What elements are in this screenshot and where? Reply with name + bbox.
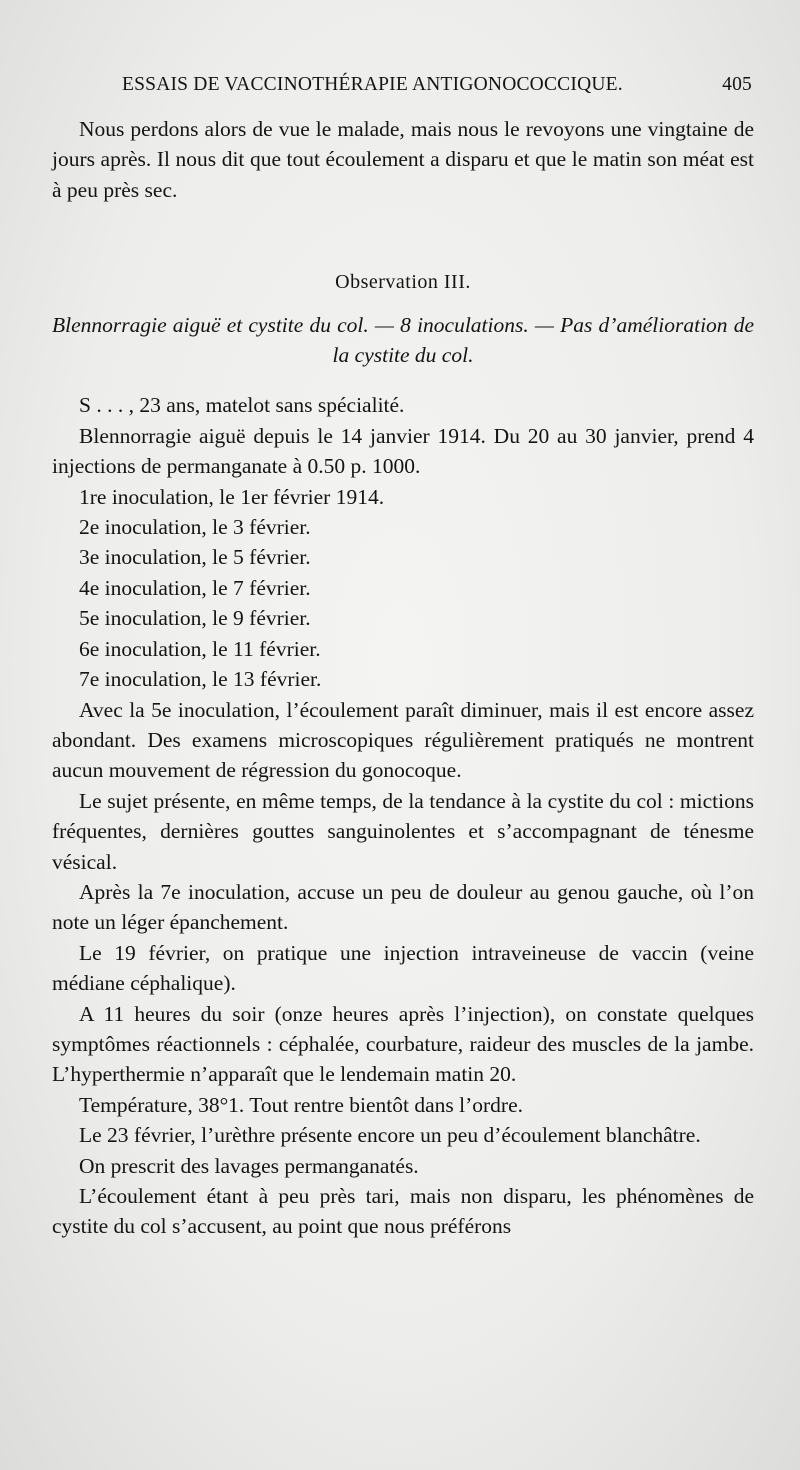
- paragraph: On prescrit des lavages permanganatés.: [79, 1153, 419, 1178]
- inoculation-item: 5e inoculation, le 9 février.: [79, 606, 311, 631]
- inoculation-list: [52, 482, 754, 695]
- inoculation-item: 3e inoculation, le 5 février.: [79, 545, 311, 570]
- paragraph: Nous perdons alors de vue le malade, mais nous le revoyons une vingtaine de jours après. Il nous dit que tout écoulement a disparu et que le matin son méat est à peu près sec.: [52, 117, 754, 202]
- running-title: ESSAIS DE VACCINOTHÉRAPIE ANTIGONOCOCCIQUE.: [122, 74, 623, 95]
- paragraph: Température, 38°1. Tout rentre bientôt dans l’ordre.: [79, 1092, 524, 1117]
- paragraph: A 11 heures du soir (onze heures après l’injection), on constate quelques symptômes réactionnels : céphalée, courbature, raideur des muscles de la jambe. L’hyperthermie n’apparaît que le lendemain matin 20.: [52, 1001, 754, 1087]
- observation-heading-text: Observation III.: [335, 271, 471, 294]
- paragraph: Avec la 5e inoculation, l’écoulement paraît diminuer, mais il est encore assez abondant. Des examens microscopiques régulièrement pratiqués ne montrent aucun mouvement de régression du gonocoque.: [52, 697, 754, 783]
- inoculation-item: 6e inoculation, le 11 février.: [79, 636, 321, 661]
- paragraph: Le sujet présente, en même temps, de la tendance à la cystite du col : mictions fréquentes, dernières gouttes sanguinolentes et s’accompagnant de ténesme vésical.: [52, 788, 754, 874]
- observation-heading: [52, 267, 754, 297]
- inoculation-item: 2e inoculation, le 3 février.: [79, 515, 311, 540]
- inoculation-item: 4e inoculation, le 7 février.: [79, 575, 311, 600]
- running-header: [122, 74, 752, 104]
- inoculation-item: 7e inoculation, le 13 février.: [79, 667, 322, 692]
- paragraph: Le 19 février, on pratique une injection intraveineuse de vaccin (veine médiane céphalique).: [52, 940, 754, 996]
- observation-subtitle: Blennorragie aiguë et cystite du col. — 8 inoculations. — Pas d’amélioration de la cystite du col.: [52, 312, 754, 368]
- paragraph: Après la 7e inoculation, accuse un peu de douleur au genou gauche, où l’on note un léger épanchement.: [52, 879, 754, 935]
- case-line: S . . . , 23 ans, matelot sans spécialité.: [79, 393, 405, 418]
- paragraph: Le 23 février, l’urèthre présente encore un peu d’écoulement blanchâtre.: [79, 1123, 701, 1148]
- paragraph: L’écoulement étant à peu près tari, mais non disparu, les phénomènes de cystite du col s’accusent, au point que nous préférons: [52, 1184, 754, 1239]
- page-number: 405: [722, 74, 752, 95]
- page-body: [52, 114, 754, 1242]
- case-line: Blennorragie aiguë depuis le 14 janvier 1914. Du 20 au 30 janvier, prend 4 injections de permanganate à 0.50 p. 1000.: [52, 423, 754, 479]
- inoculation-item: 1re inoculation, le 1er février 1914.: [79, 484, 385, 509]
